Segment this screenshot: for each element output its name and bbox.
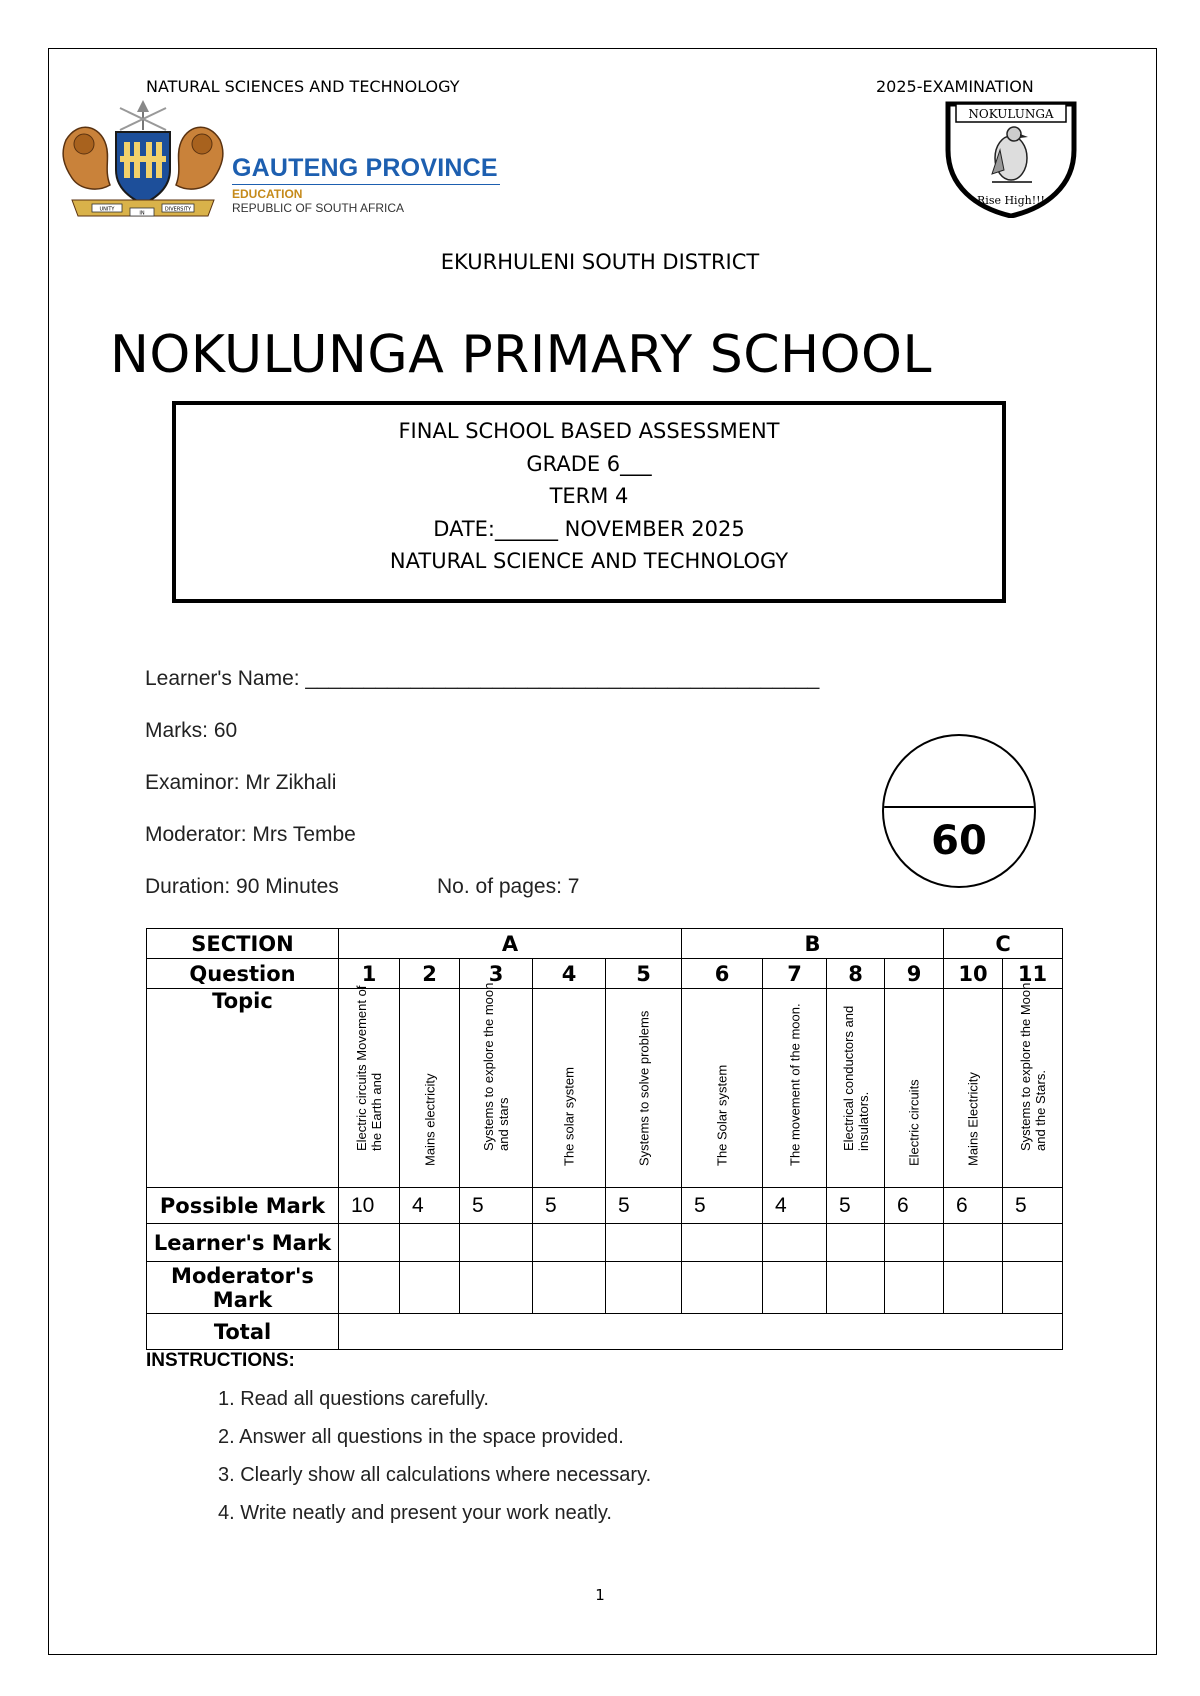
question-number: 4 xyxy=(533,959,606,989)
possible-mark-value: 5 xyxy=(682,1188,763,1224)
possible-mark-value: 5 xyxy=(606,1188,682,1224)
motto-right: DIVERSITY xyxy=(164,206,192,213)
moderator-mark-cell[interactable] xyxy=(606,1262,682,1314)
moderator-mark-cell[interactable] xyxy=(944,1262,1003,1314)
learner-mark-cell[interactable] xyxy=(682,1224,763,1262)
topic-text: Mains electricity xyxy=(422,1073,437,1166)
moderator-mark-cell[interactable] xyxy=(1003,1262,1063,1314)
topic-text: The Solar system xyxy=(714,1064,730,1166)
school-crest-logo xyxy=(942,100,1080,218)
possible-mark-value: 10 xyxy=(339,1188,400,1224)
motto-mid: IN xyxy=(139,210,145,217)
topic-cell xyxy=(827,989,885,1188)
total-label: Total xyxy=(147,1314,339,1350)
topic-row xyxy=(147,989,1063,1188)
possible-mark-value: 6 xyxy=(944,1188,1003,1224)
possible-mark-value: 5 xyxy=(827,1188,885,1224)
examiner-info: Examinor: Mr Zikhali xyxy=(145,771,337,794)
assessment-date: DATE:______ NOVEMBER 2025 xyxy=(433,516,745,541)
moderator-mark-row xyxy=(147,1262,1063,1314)
topic-label: Topic xyxy=(147,989,339,1188)
learner-mark-cell[interactable] xyxy=(533,1224,606,1262)
question-label: Question xyxy=(147,959,339,989)
marks-summary-table xyxy=(146,928,1063,1350)
learner-mark-cell[interactable] xyxy=(606,1224,682,1262)
possible-mark-label: Possible Mark xyxy=(147,1188,339,1224)
moderator-mark-cell[interactable] xyxy=(460,1262,533,1314)
crest-banner: NOKULUNGA xyxy=(968,107,1054,121)
marks-info: Marks: 60 xyxy=(145,719,238,742)
coat-of-arms-logo xyxy=(58,100,228,225)
topic-cell xyxy=(763,989,827,1188)
moderator-info: Moderator: Mrs Tembe xyxy=(145,823,356,846)
crest-motto: Rise High!!! xyxy=(977,194,1045,207)
learner-mark-label: Learner's Mark xyxy=(147,1224,339,1262)
section-b: B xyxy=(682,929,944,959)
instruction-item: 4. Write neatly and present your work neatly. xyxy=(218,1502,612,1524)
possible-mark-value: 6 xyxy=(885,1188,944,1224)
topic-text: Electric circuits Movement of the Earth and xyxy=(354,985,384,1151)
section-a: A xyxy=(339,929,682,959)
subject-header: NATURAL SCIENCES AND TECHNOLOGY xyxy=(146,77,460,96)
question-number: 5 xyxy=(606,959,682,989)
topic-cell xyxy=(533,989,606,1188)
topic-cell xyxy=(400,989,460,1188)
assessment-line-1: FINAL SCHOOL BASED ASSESSMENT xyxy=(398,419,780,443)
topic-text: Systems to solve problems xyxy=(636,1010,651,1166)
instruction-item: 2. Answer all questions in the space provided. xyxy=(218,1426,624,1448)
school-title: NOKULUNGA PRIMARY SCHOOL xyxy=(110,325,932,385)
possible-mark-value: 4 xyxy=(763,1188,827,1224)
pages-info: No. of pages: 7 xyxy=(437,875,580,898)
possible-mark-value: 5 xyxy=(533,1188,606,1224)
topic-cell xyxy=(460,982,533,1188)
topic-cell xyxy=(885,989,944,1188)
learner-mark-cell[interactable] xyxy=(827,1224,885,1262)
possible-mark-value: 5 xyxy=(460,1188,533,1224)
moderator-mark-label-line-2: Mark xyxy=(212,1287,273,1312)
assessment-box xyxy=(172,401,1006,603)
question-number: 7 xyxy=(763,959,827,989)
learner-mark-cell[interactable] xyxy=(763,1224,827,1262)
learner-mark-cell[interactable] xyxy=(885,1224,944,1262)
instruction-item: 3. Clearly show all calculations where necessary. xyxy=(218,1464,652,1486)
topic-text: Electric circuits xyxy=(906,1079,922,1166)
topic-text: The solar system xyxy=(561,1067,577,1166)
total-cell[interactable] xyxy=(339,1314,1063,1350)
assessment-term: TERM 4 xyxy=(549,484,629,508)
assessment-grade: GRADE 6___ xyxy=(526,451,652,476)
possible-mark-value: 4 xyxy=(400,1188,460,1224)
exam-header: 2025-EXAMINATION xyxy=(876,77,1034,96)
topic-text: The movement of the moon. xyxy=(787,1003,802,1166)
gauteng-rule xyxy=(232,184,500,185)
question-number: 9 xyxy=(885,959,944,989)
assessment-subject: NATURAL SCIENCE AND TECHNOLOGY xyxy=(389,549,789,573)
moderator-mark-cell[interactable] xyxy=(682,1262,763,1314)
moderator-mark-cell[interactable] xyxy=(533,1262,606,1314)
learner-mark-row xyxy=(147,1224,1063,1262)
score-total: 60 xyxy=(931,818,987,864)
gauteng-education: EDUCATION xyxy=(232,187,303,201)
learner-mark-cell[interactable] xyxy=(1003,1224,1063,1262)
question-number: 3 xyxy=(460,959,533,989)
moderator-mark-cell[interactable] xyxy=(827,1262,885,1314)
question-number: 10 xyxy=(944,959,1003,989)
learner-mark-cell[interactable] xyxy=(339,1224,400,1262)
moderator-mark-cell[interactable] xyxy=(400,1262,460,1314)
question-row xyxy=(147,959,1063,989)
question-number: 6 xyxy=(682,959,763,989)
district-title: EKURHULENI SOUTH DISTRICT xyxy=(440,250,760,274)
moderator-mark-cell[interactable] xyxy=(885,1262,944,1314)
topic-text: Mains Electricity xyxy=(965,1072,981,1166)
section-row xyxy=(147,929,1063,959)
section-label: SECTION xyxy=(147,929,339,959)
motto-left: UNITY xyxy=(99,206,115,213)
topic-cell xyxy=(944,989,1003,1188)
moderator-mark-label-line-1: Moderator's xyxy=(171,1263,314,1288)
gauteng-republic: REPUBLIC OF SOUTH AFRICA xyxy=(232,201,405,215)
topic-cell xyxy=(682,989,763,1188)
score-circle xyxy=(882,734,1036,888)
possible-mark-row xyxy=(147,1188,1063,1224)
total-row xyxy=(147,1314,1063,1350)
topic-cell xyxy=(606,989,682,1188)
learner-mark-cell[interactable] xyxy=(944,1224,1003,1262)
question-number: 2 xyxy=(400,959,460,989)
score-divider xyxy=(884,806,1034,808)
duration-info: Duration: 90 Minutes xyxy=(145,875,339,898)
question-number: 11 xyxy=(1003,959,1063,989)
learner-mark-cell[interactable] xyxy=(400,1224,460,1262)
learner-mark-cell[interactable] xyxy=(460,1224,533,1262)
moderator-mark-cell[interactable] xyxy=(339,1262,400,1314)
learner-name-field: Learner's Name: ____________________________________________ xyxy=(145,667,820,690)
section-c: C xyxy=(944,929,1063,959)
gauteng-province-title: GAUTENG PROVINCE xyxy=(232,154,498,182)
gauteng-logo-text xyxy=(232,154,500,215)
possible-mark-value: 5 xyxy=(1003,1188,1063,1224)
page-number: 1 xyxy=(595,1586,605,1604)
moderator-mark-label xyxy=(147,1262,339,1314)
topic-text: Electrical conductors and insulators. xyxy=(840,1005,871,1151)
moderator-mark-cell[interactable] xyxy=(763,1262,827,1314)
topic-text: Systems to explore the moon and stars xyxy=(481,982,511,1151)
instruction-item: 1. Read all questions carefully. xyxy=(218,1388,489,1410)
topic-cell xyxy=(1003,982,1063,1188)
topic-cell xyxy=(339,985,400,1188)
topic-text: Systems to explore the Moon and the Stars. xyxy=(1017,982,1048,1151)
instructions-title: INSTRUCTIONS: xyxy=(146,1350,295,1371)
question-number: 1 xyxy=(339,959,400,989)
question-number: 8 xyxy=(827,959,885,989)
